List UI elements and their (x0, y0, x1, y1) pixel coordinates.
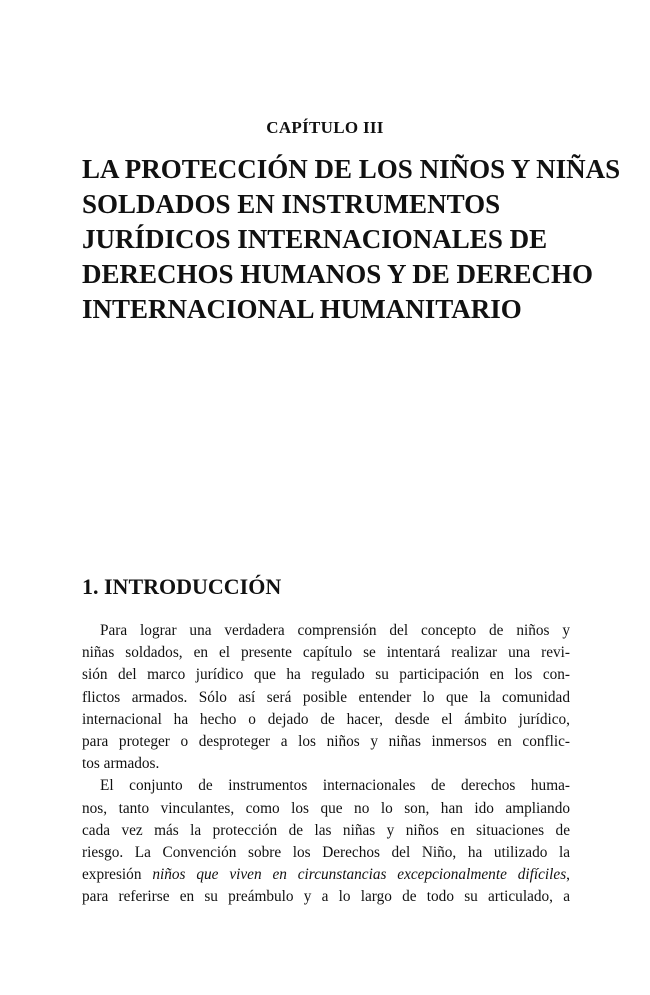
chapter-title-line: INTERNACIONAL HUMANITARIO (82, 294, 522, 324)
paragraph (82, 775, 570, 908)
chapter-title-line: LA PROTECCIÓN DE LOS NIÑOS Y NIÑAS (82, 154, 621, 184)
body-text (82, 620, 570, 908)
chapter-label: CAPÍTULO III (266, 118, 384, 137)
text-line: niñas soldados, en el presente capítulo se intentará realizar una revi- (82, 644, 570, 662)
text-line: El conjunto de instrumentos internacionales de derechos huma- (100, 777, 570, 795)
text-line (82, 864, 570, 886)
chapter-title-line: JURÍDICOS INTERNACIONALES DE (82, 224, 548, 254)
text-fragment: , (566, 866, 570, 884)
text-line: cada vez más la protección de las niñas y niños en situaciones de (82, 821, 570, 839)
text-fragment: expresión (82, 866, 153, 884)
text-line: flictos armados. Sólo así será posible entender lo que la comunidad (82, 688, 570, 706)
section-heading: 1. INTRODUCCIÓN (82, 574, 282, 599)
text-line: para proteger o desproteger a los niños y niñas inmersos en conflic- (82, 732, 570, 750)
chapter-title-line: SOLDADOS EN INSTRUMENTOS (82, 189, 501, 219)
italic-phrase: niños que viven en circunstancias excepcionalmente difíciles (152, 866, 567, 884)
text-line: para referirse en su preámbulo y a lo largo de todo su articulado, a (82, 888, 570, 906)
text-line: internacional ha hecho o dejado de hacer, desde el ámbito jurídico, (82, 710, 570, 728)
text-line: tos armados. (82, 755, 160, 773)
text-line: sión del marco jurídico que ha regulado su participación en los con- (82, 666, 570, 684)
chapter-title (82, 152, 621, 327)
chapter-title-line: DERECHOS HUMANOS Y DE DERECHO (82, 259, 594, 289)
text-line: nos, tanto vinculantes, como los que no lo son, han ido ampliando (82, 799, 570, 817)
text-line: Para lograr una verdadera comprensión del concepto de niños y (100, 622, 570, 639)
paragraph (82, 620, 570, 775)
text-line: riesgo. La Convención sobre los Derechos del Niño, ha utilizado la (82, 843, 570, 861)
